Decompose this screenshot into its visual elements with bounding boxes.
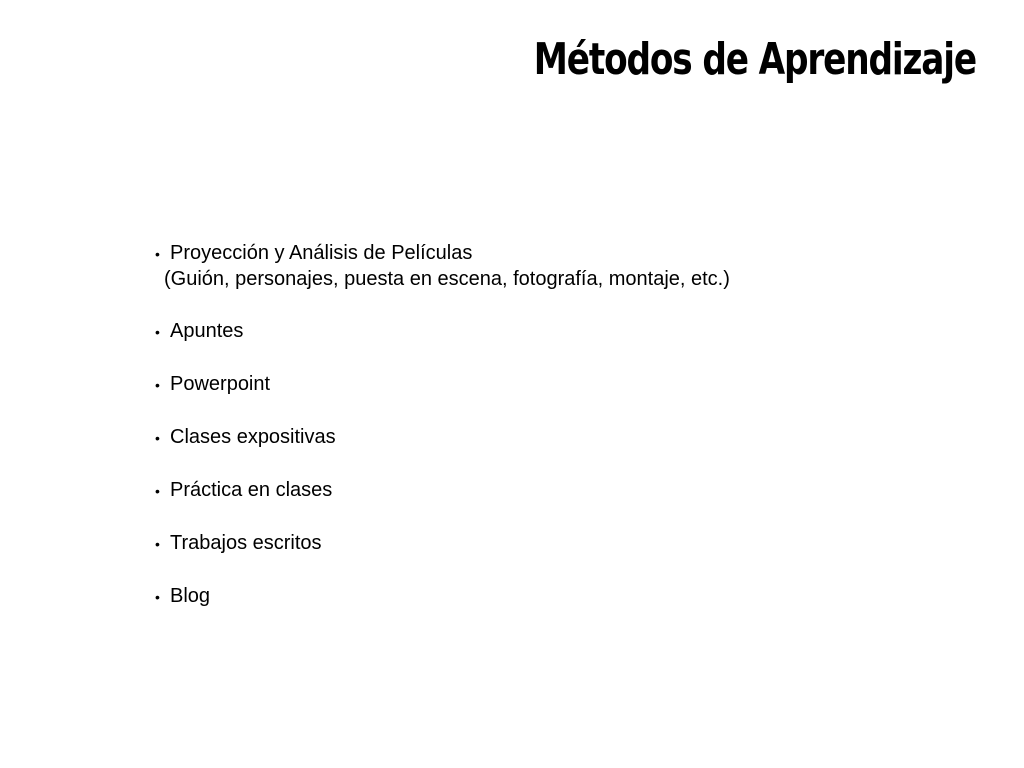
bullet-list bbox=[155, 240, 730, 610]
list-item-subtext: (Guión, personajes, puesta en escena, fotografía, montaje, etc.) bbox=[164, 268, 730, 290]
bullet-icon: • bbox=[155, 483, 160, 499]
list-item bbox=[155, 477, 730, 504]
bullet-icon: • bbox=[155, 324, 160, 340]
list-item-text: Powerpoint bbox=[170, 373, 271, 395]
list-item bbox=[155, 371, 730, 398]
list-item bbox=[155, 583, 730, 610]
list-item-text: Proyección y Análisis de Películas bbox=[170, 242, 473, 264]
bullet-icon: • bbox=[155, 589, 160, 605]
list-item-text: Trabajos escritos bbox=[170, 532, 322, 554]
list-item-text: Blog bbox=[170, 585, 211, 607]
list-item bbox=[155, 318, 730, 345]
list-item-content bbox=[164, 240, 730, 292]
bullet-icon: • bbox=[155, 536, 160, 552]
list-item-text: Apuntes bbox=[170, 320, 244, 342]
bullet-icon: • bbox=[155, 246, 160, 262]
list-item-text: Práctica en clases bbox=[170, 479, 333, 501]
list-item bbox=[155, 530, 730, 557]
bullet-icon: • bbox=[155, 377, 160, 393]
slide-title: Métodos de Aprendizaje bbox=[533, 34, 976, 85]
list-item bbox=[155, 424, 730, 451]
bullet-icon: • bbox=[155, 430, 160, 446]
list-item-text: Clases expositivas bbox=[170, 426, 336, 448]
list-item bbox=[155, 240, 730, 292]
